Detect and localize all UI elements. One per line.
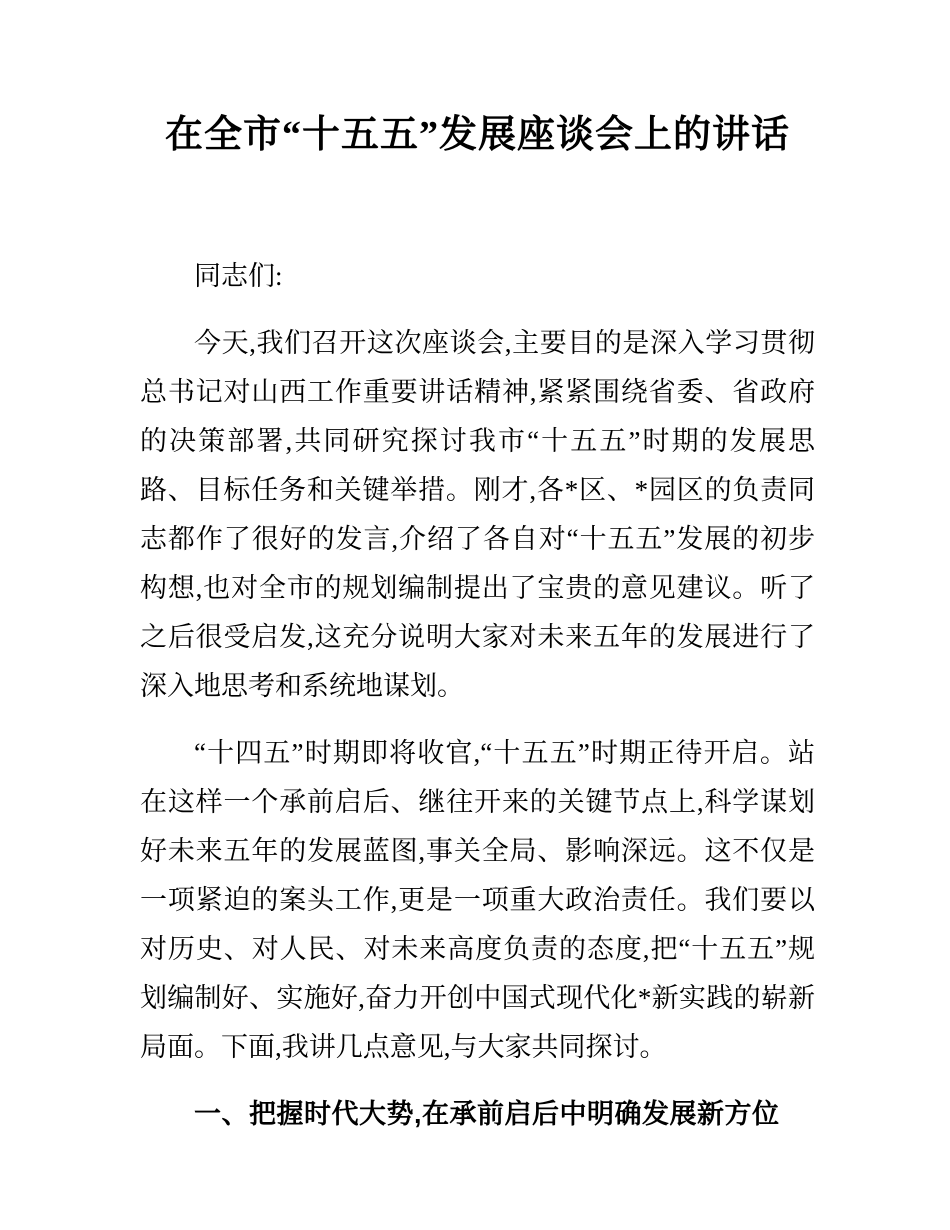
- section-heading-1: 一、把握时代大势,在承前启后中明确发展新方位: [194, 1099, 780, 1129]
- body-paragraph-2: “十四五”时期即将收官,“十五五”时期正待开启。站在这样一个承前启后、继往开来的关键节点上,科学谋划好未来五年的发展蓝图,事关全局、影响深远。这不仅是一项紧迫的案头工作,更是一项重大政治责任。我们要以对历史、对人民、对未来高度负责的态度,把“十五五”规划编制好、实施好,奋力开创中国式现代化*新实践的崭新局面。下面,我讲几点意见,与大家共同探讨。: [140, 738, 815, 1062]
- document-title: 在全市“十五五”发展座谈会上的讲话: [164, 114, 790, 156]
- body-paragraph-1: 今天,我们召开这次座谈会,主要目的是深入学习贯彻总书记对山西工作重要讲话精神,紧紧围绕省委、省政府的决策部署,共同研究探讨我市“十五五”时期的发展思路、目标任务和关键举措。刚才,各*区、*园区的负责同志都作了很好的发言,介绍了各自对“十五五”发展的初步构想,也对全市的规划编制提出了宝贵的意见建议。听了之后很受启发,这充分说明大家对未来五年的发展进行了深入地思考和系统地谋划。: [140, 328, 815, 701]
- salutation-line: 同志们:: [194, 261, 283, 291]
